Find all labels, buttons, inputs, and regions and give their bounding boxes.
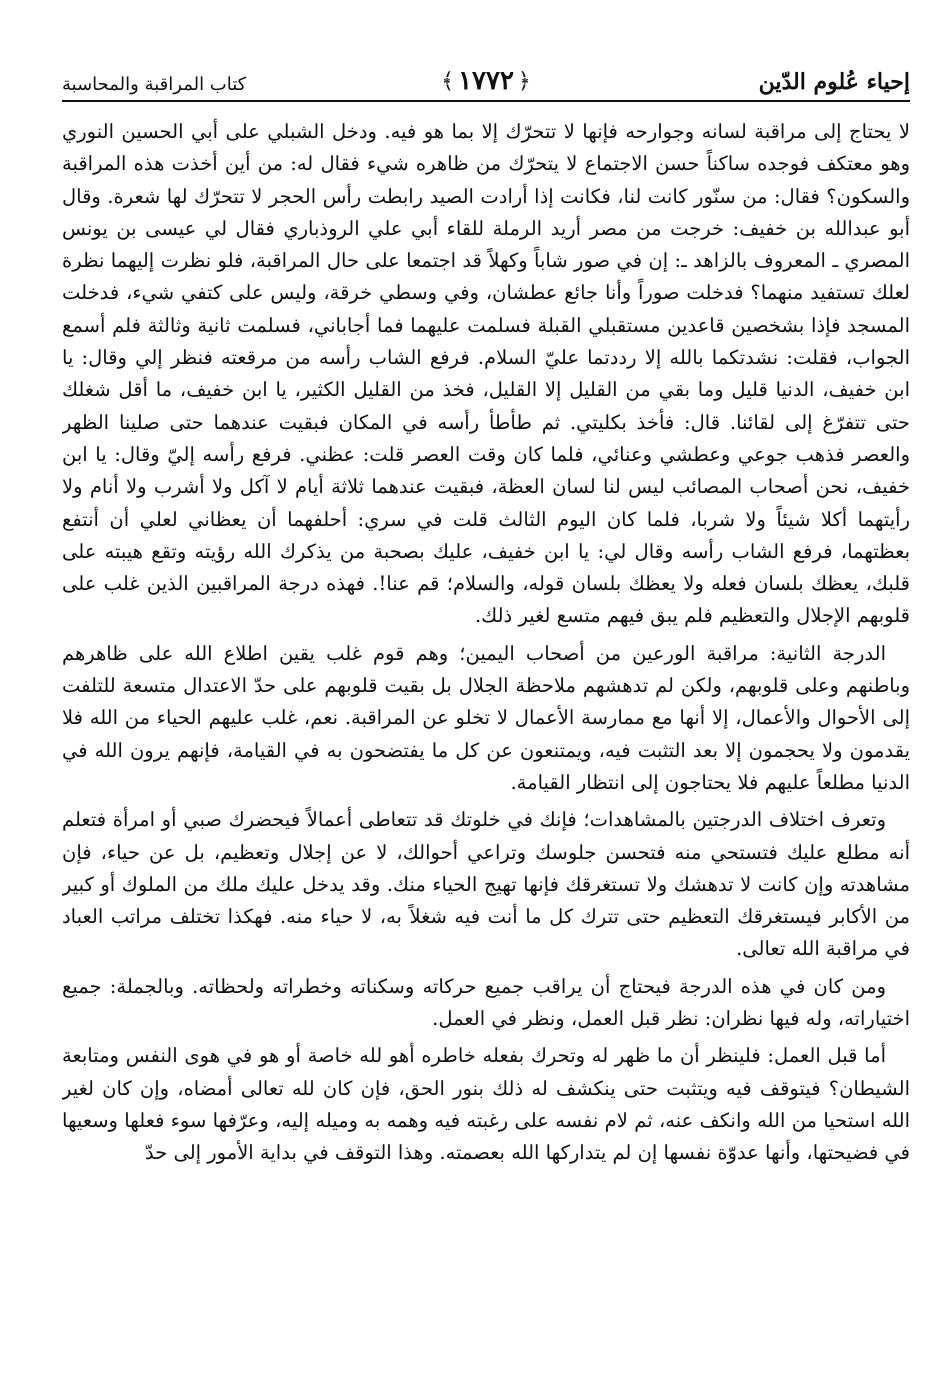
running-section-title: كتاب المراقبة والمحاسبة [62,74,247,95]
paragraph-5: أما قبل العمل: فلينظر أن ما ظهر له وتحرك بفعله خاطره أهو لله خاصة أو هو في هوى النفس ومتابعة الشيطان؟ فيتوقف فيه ويتثبت حتى ينكشف له ذلك بنور الحق، فإن كان لله تعالى أمضاه، وإن كان لغير الله استحيا من الله وانكف عنه، ثم لام نفسه على رغبته فيه وهمه به وميله إليه، وعرّفها سوء فعلها وسعيها في فضيحتها، وأنها عدوّة نفسها إن لم يتداركها الله بعصمته. وهذا التوقف في بداية الأمور إلى حدّ [62,1044,910,1165]
page-number: ١٧٧٢ [458,66,514,96]
ornament-left-icon: ﴾ [441,68,455,94]
page-header [62,60,910,102]
page-body [62,116,910,1170]
paragraph-2: الدرجة الثانية: مراقبة الورعين من أصحاب اليمين؛ وهم قوم غلب يقين اطلاع الله على ظاهرهم وباطنهم وعلى قلوبهم، ولكن لم تدهشهم ملاحظة الجلال بل بقيت قلوبهم على حدّ الاعتدال متسعة للتلفت إلى الأحوال والأعمال، إلا أنها مع ممارسة الأعمال لا تخلو عن المراقبة. نعم، غلب عليهم الحياء من الله فلا يقدمون ولا يحجمون إلا بعد التثبت فيه، ويمتنعون عن كل ما يفتضحون به في القيامة، فإنهم يرون الله في الدنيا مطلعاً عليهم فلا يحتاجون إلى انتظار القيامة. [62,641,910,794]
paragraph-1: لا يحتاج إلى مراقبة لسانه وجوارحه فإنها لا تتحرّك إلا بما هو فيه. ودخل الشبلي على أبي الحسين النوري وهو معتكف فوجده ساكناً حسن الاجتماع لا يتحرّك من ظاهره شيء فقال له: من أين أخذت هذه المراقبة والسكون؟ فقال: من سنّور كانت لنا، فكانت إذا أرادت الصيد رابطت رأس الحجر لا تتحرّك لها شعرة. وقال أبو عبدالله بن خفيف: خرجت من مصر أريد الرملة للقاء أبي علي الروذباري فقال لي عيسى بن يونس المصري ـ المعروف بالزاهد ـ: إن في صور شاباً وكهلاً قد اجتمعا على حال المراقبة، فلو نظرت إليهما نظرة لعلك تستفيد منهما؟ فدخلت صوراً وأنا جائع عطشان، وفي وسطي خرقة، وليس على كتفي شيء، فدخلت المسجد فإذا بشخصين قاعدين مستقبلي القبلة فسلمت عليهما فما أجاباني، فسلمت ثانية وثالثة فلم أسمع الجواب، فقلت: نشدتكما بالله إلا رددتما عليّ السلام. فرفع الشاب رأسه من مرقعته فنظر إلي وقال: يا ابن خفيف، الدنيا قليل وما بقي من القليل إلا القليل، فخذ من القليل الكثير، يا ابن خفيف، ما أقل شغلك حتى تتفرّغ إلى لقائنا. قال: فأخذ بكليتي. ثم طأطأ رأسه في المكان فبقيت عندهما حتى صلينا الظهر والعصر فذهب جوعي وعطشي وعنائي، فلما كان وقت العصر قلت: عظني. فرفع رأسه إليّ وقال: يا ابن خفيف، نحن أصحاب المصائب ليس لنا لسان العظة، فبقيت عندهما ثلاثة أيام لا آكل ولا أشرب ولا أنام ولا رأيتهما أكلا شيئاً ولا شربا، فلما كان اليوم الثالث قلت في سري: أحلفهما أن يعظاني لعلي أن أنتفع بعظتهما، فرفع الشاب رأسه وقال لي: يا ابن خفيف، عليك بصحبة من يذكرك الله رؤيته وتقع هيبته على قلبك، يعظك بلسان فعله ولا يعظك بلسان قوله، والسلام؛ قم عنا!. فهذه درجة المراقبين الذين غلب على قلوبهم الإجلال والتعظيم فلم يبق فيهم متسع لغير ذلك. [62,120,910,628]
paragraph-4: ومن كان في هذه الدرجة فيحتاج أن يراقب جميع حركاته وسكناته وخطراته ولحظاته. وبالجملة: جميع اختياراته، وله فيها نظران: نظر قبل العمل، ونظر في العمل. [62,974,910,1031]
page-number-block [441,66,531,96]
paragraph-3: وتعرف اختلاف الدرجتين بالمشاهدات؛ فإنك في خلوتك قد تتعاطى أعمالاً فيحضرك صبي أو امرأة فتعلم أنه مطلع عليك فتستحي منه فتحسن جلوسك وتراعي أحوالك، لا عن إجلال وتعظيم، بل عن حياء، فإن مشاهدته وإن كانت لا تدهشك ولا تستغرقك فإنها تهيج الحياء منك. وقد يدخل عليك ملك من الملوك أو كبير من الأكابر فيستغرقك التعظيم حتى تترك كل ما أنت فيه شغلاً به، لا حياء منه. فهكذا تختلف مراتب العباد في مراقبة الله تعالى. [62,808,910,961]
running-book-title: إحياء عُلوم الدّين [758,69,910,95]
book-page [62,60,910,1380]
ornament-right-icon: ﴿ [517,68,531,94]
